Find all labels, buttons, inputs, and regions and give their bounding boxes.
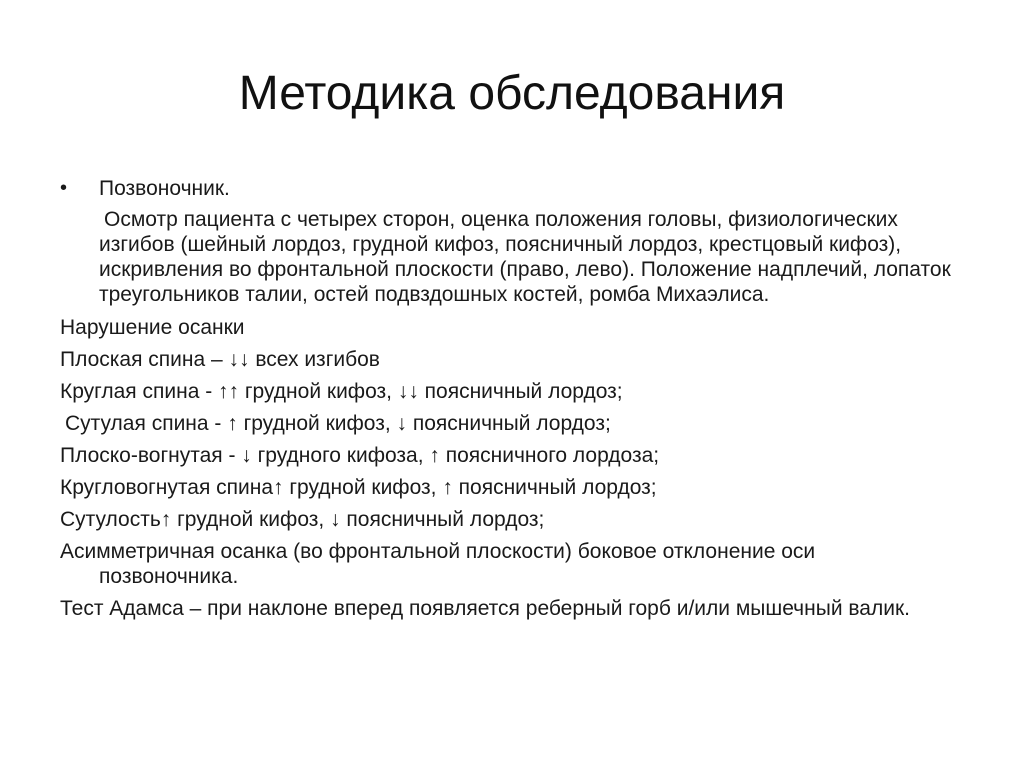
bullet-dot-icon: • [60,177,68,199]
text-line-stoop: Сутулость↑ грудной кифоз, ↓ поясничный лордоз; [60,508,545,531]
bullet-heading: Позвоночник. [99,177,230,200]
text-line-posture-disorder: Нарушение осанки [60,316,245,339]
exam-paragraph: Осмотр пациента с четырех сторон, оценка положения головы, физиологических изгибов (шейный лордоз, грудной кифоз, поясничный лордоз, крестцовый кифоз), искривления во фронтальной плоскости (право, лево). Положение надплечий, лопаток треугольников талии, остей подвздошных костей, ромба Михаэлиса. [99,208,951,306]
text-line-round-back: Круглая спина - ↑↑ грудной кифоз, ↓↓ поясничный лордоз; [60,380,623,403]
text-line-stooped-back: Сутулая спина - ↑ грудной кифоз, ↓ поясничный лордоз; [65,412,611,435]
bullet-item-spine [60,176,960,201]
text-line-flat-concave: Плоско-вогнутая - ↓ грудного кифоза, ↑ поясничного лордоза; [60,444,660,467]
slide-body [60,176,960,628]
text-line-flat-back: Плоская спина – ↓↓ всех изгибов [60,348,380,371]
slide-title: Методика обследования [238,67,786,120]
text-line-round-concave: Кругловогнутая спина↑ грудной кифоз, ↑ поясничный лордоз; [60,476,657,499]
text-line-adams-test: Тест Адамса – при наклоне вперед появляется реберный горб и/или мышечный валик. [60,597,910,620]
text-line-asymmetric: Асимметричная осанка (во фронтальной плоскости) боковое отклонение оси позвоночника. [60,540,816,588]
